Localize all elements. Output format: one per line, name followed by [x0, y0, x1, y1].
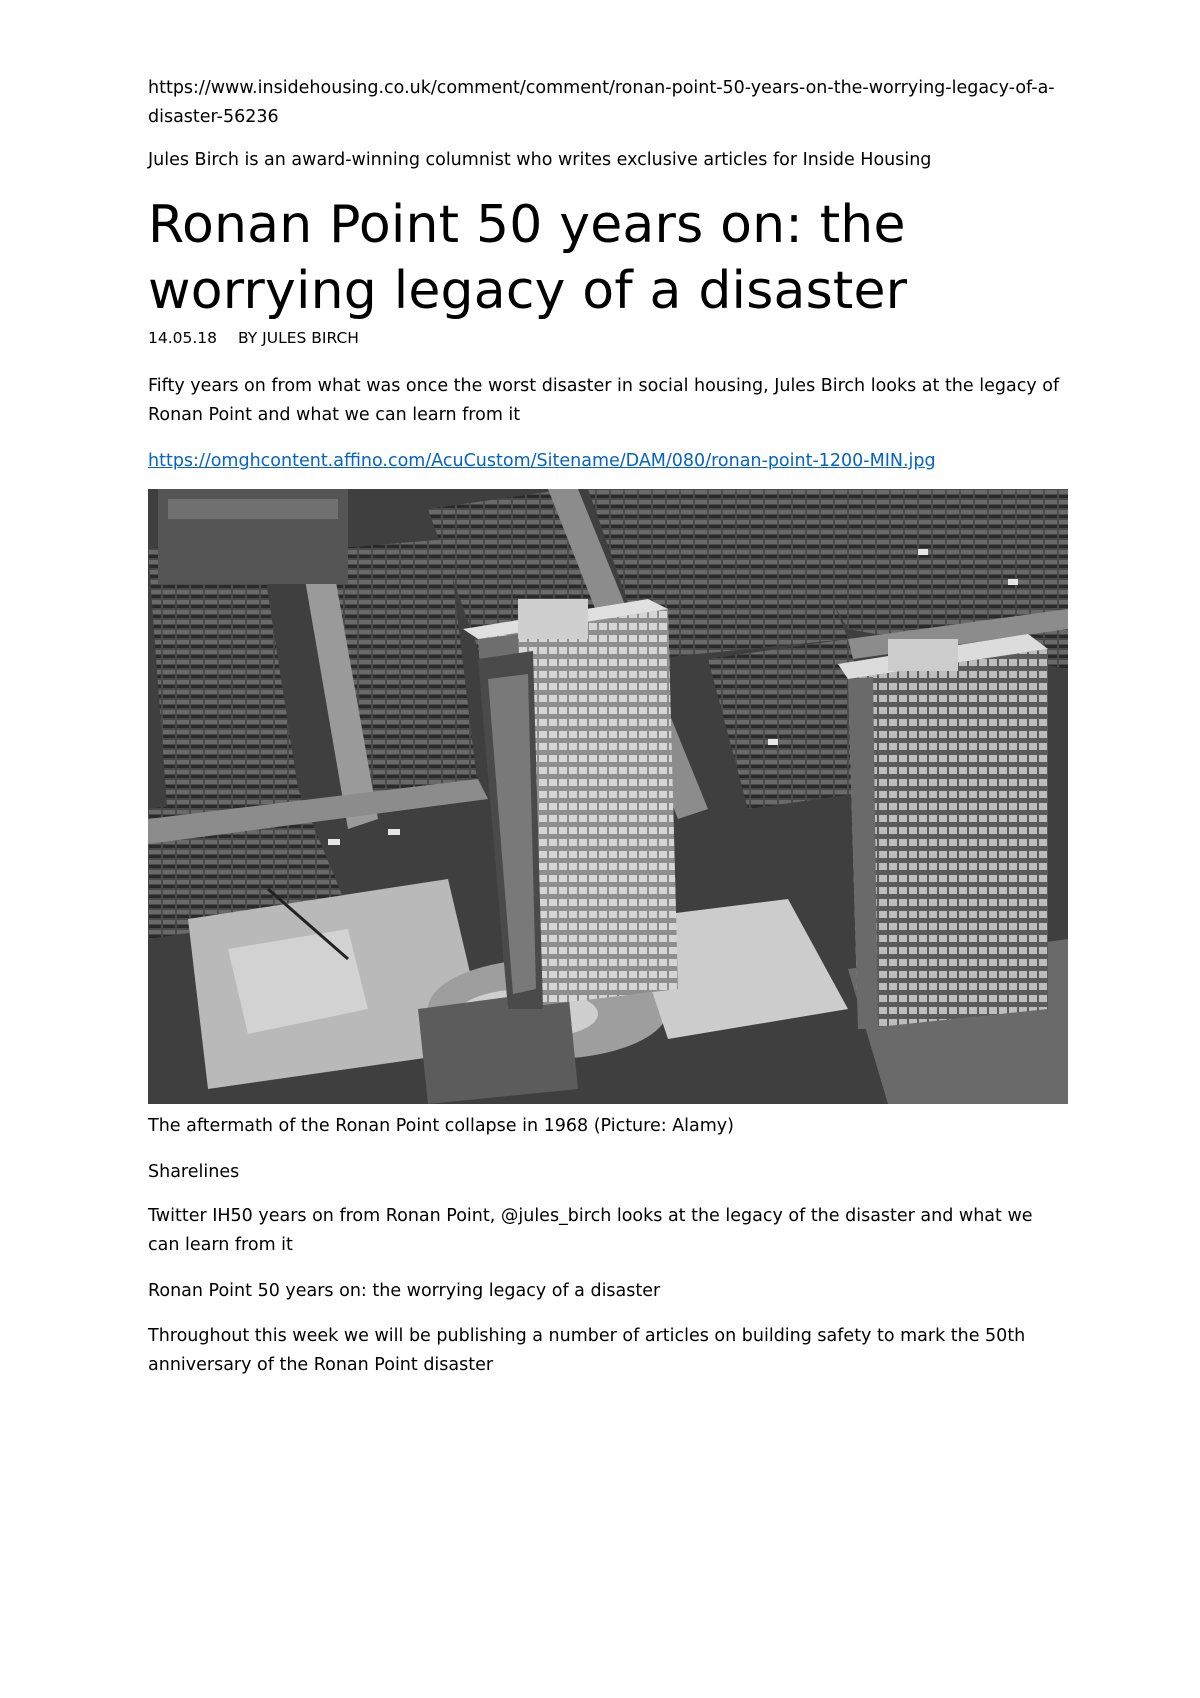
publish-date: 14.05.18	[148, 329, 218, 347]
image-link[interactable]: https://omghcontent.affino.com/AcuCustom/Sitename/DAM/080/ronan-point-1200-MIN.jpg	[148, 451, 936, 471]
shareline-title: Ronan Point 50 years on: the worrying legacy of a disaster	[148, 1281, 661, 1301]
author-intro: Jules Birch is an award-winning columnist who writes exclusive articles for Inside Housing	[148, 150, 932, 170]
article-headline: Ronan Point 50 years on: the worrying legacy of a disaster	[148, 195, 908, 321]
source-url: https://www.insidehousing.co.uk/comment/comment/ronan-point-50-years-on-the-worrying-legacy-of-a-disaster-56236	[148, 78, 1055, 127]
byline-row	[148, 326, 359, 350]
photo-caption: The aftermath of the Ronan Point collapse in 1968 (Picture: Alamy)	[148, 1116, 734, 1136]
author-byline: BY JULES BIRCH	[237, 329, 359, 347]
twitter-shareline: Twitter IH50 years on from Ronan Point, @jules_birch looks at the legacy of the disaster and what we can learn from it	[148, 1206, 1033, 1255]
sharelines-label: Sharelines	[148, 1162, 240, 1182]
aerial-photo	[148, 489, 1068, 1104]
standfirst: Fifty years on from what was once the worst disaster in social housing, Jules Birch looks at the legacy of Ronan Point and what we can learn from it	[148, 376, 1060, 425]
aerial-photo-illustration	[148, 489, 1068, 1104]
closing-paragraph: Throughout this week we will be publishing a number of articles on building safety to mark the 50th anniversary of the Ronan Point disaster	[148, 1326, 1026, 1375]
